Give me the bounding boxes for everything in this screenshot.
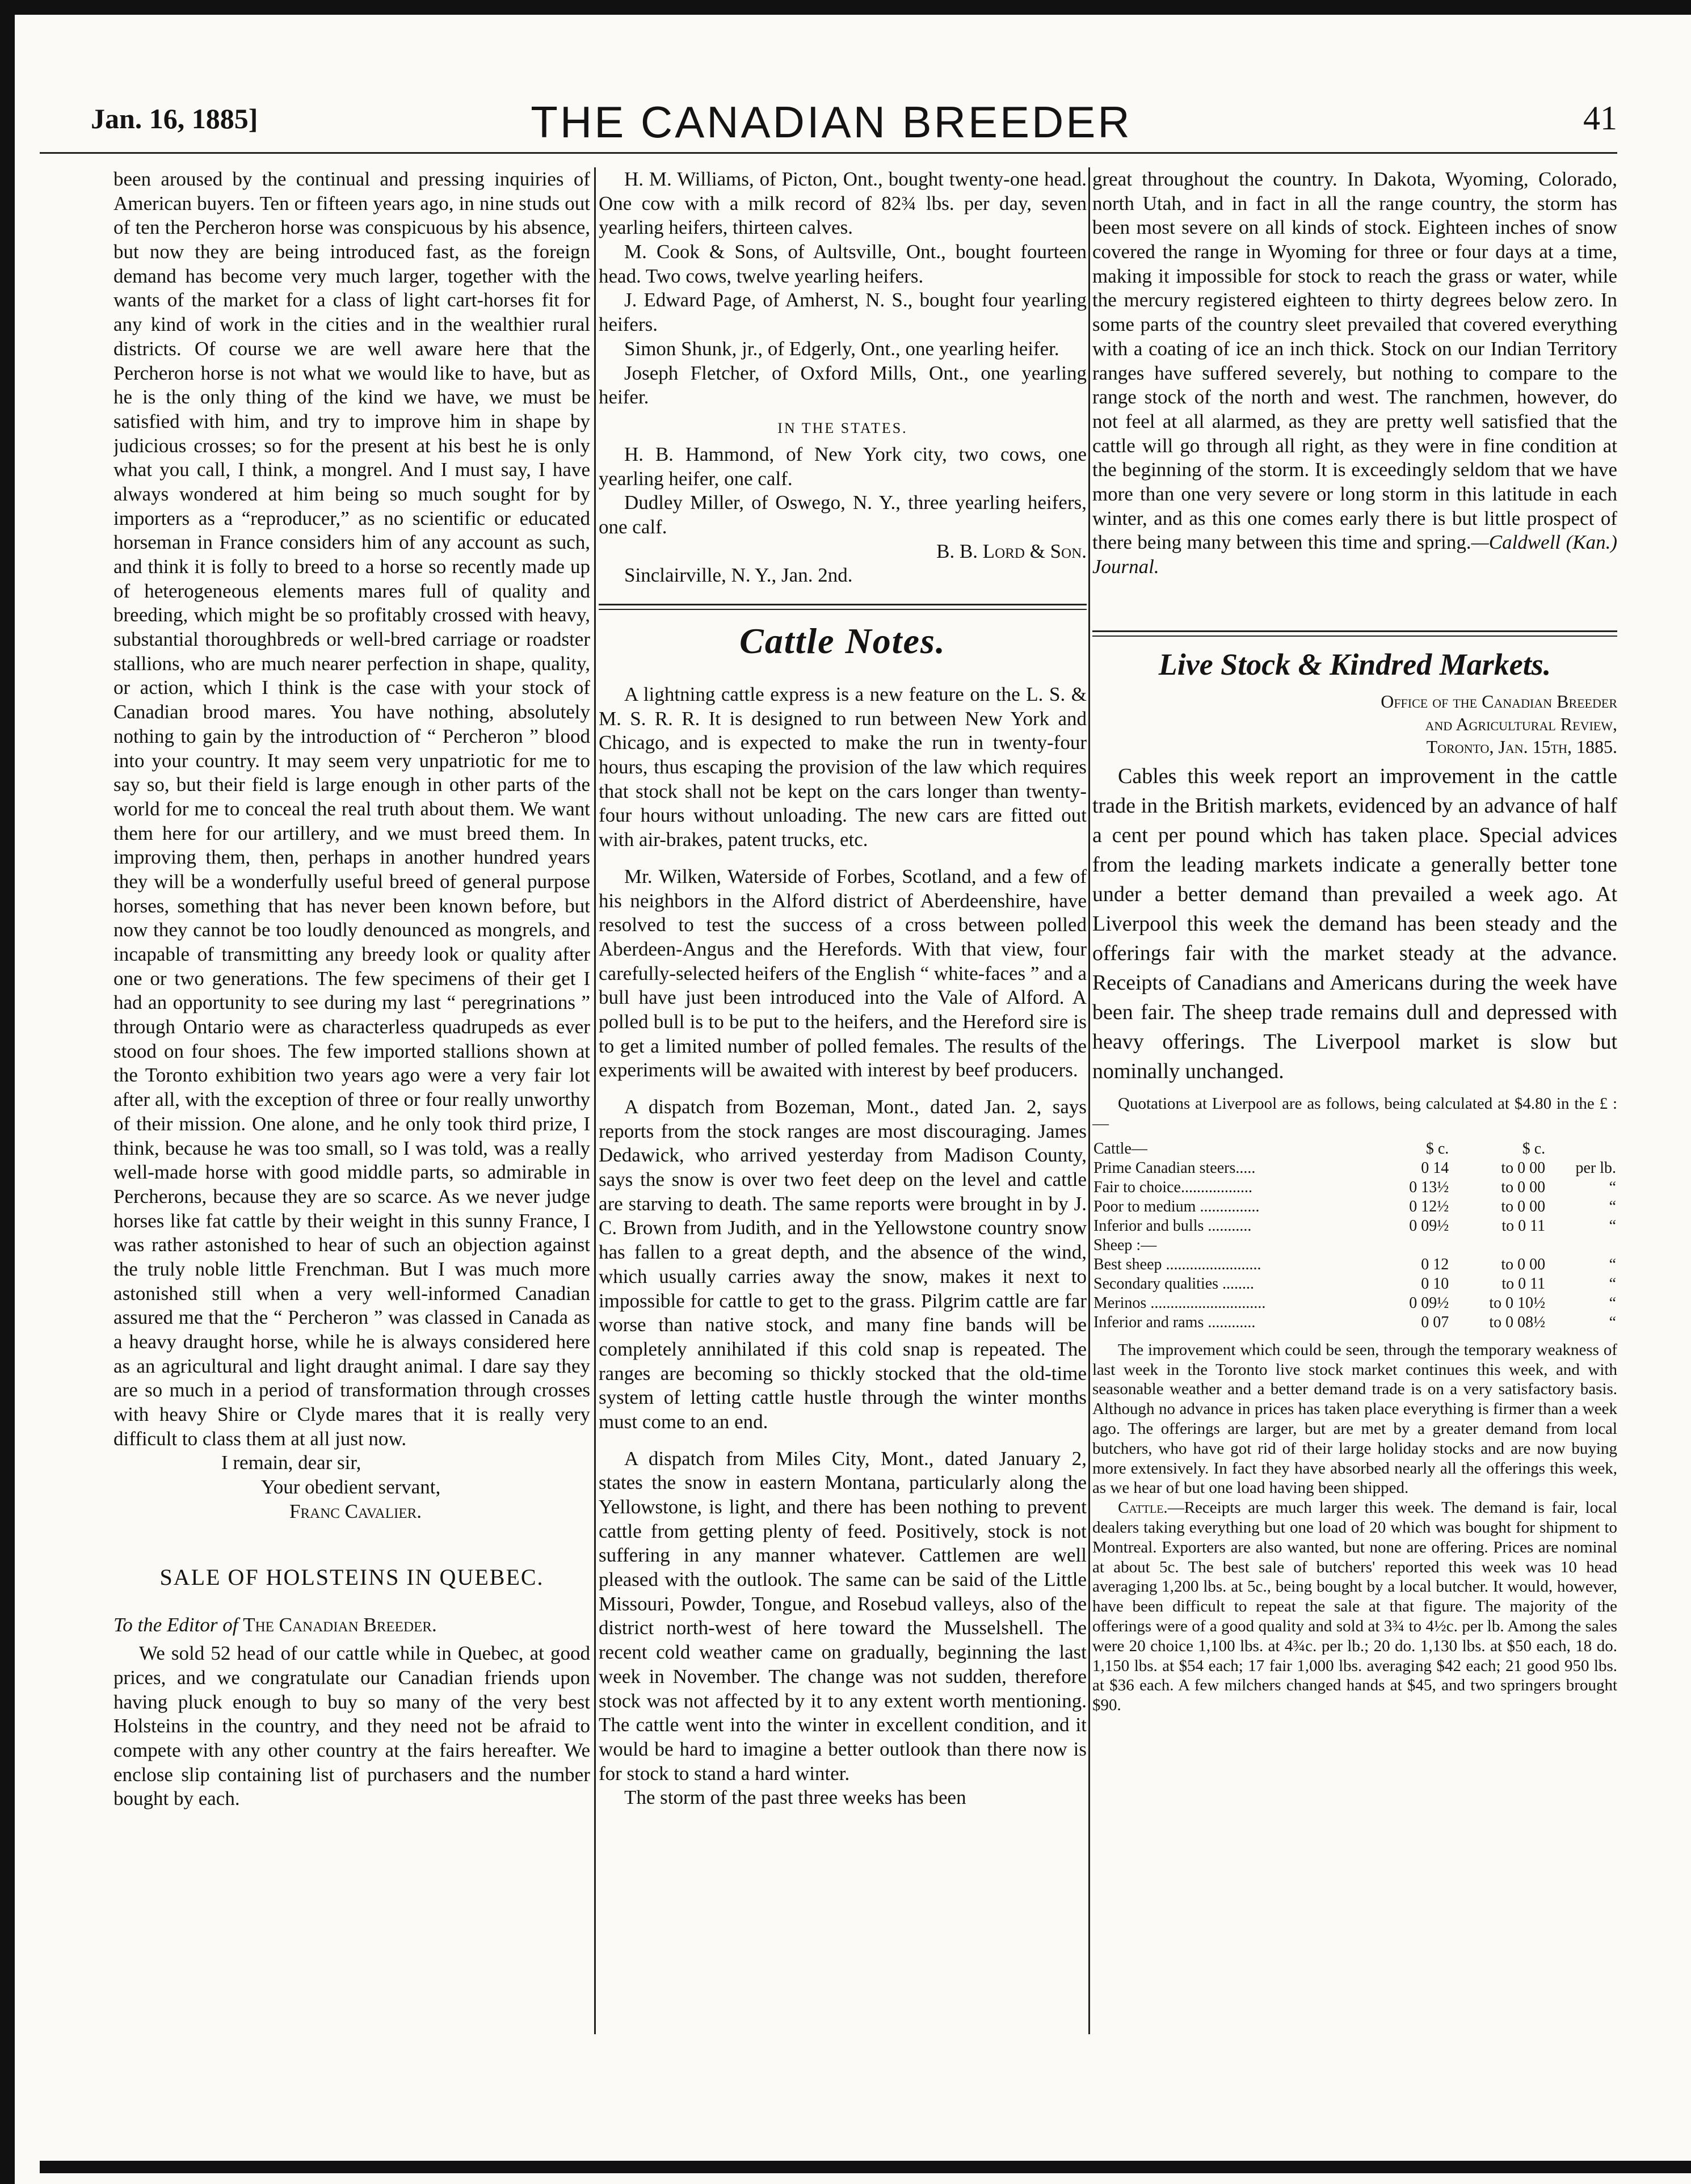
header-rule xyxy=(40,152,1617,154)
quote-from: 0 14 xyxy=(1421,1159,1449,1177)
quote-unit: “ xyxy=(1609,1178,1616,1196)
letter-closing-servant: Your obedient servant, xyxy=(261,1476,441,1499)
column-rule-1 xyxy=(594,167,596,2034)
cattle-label: Cattle. xyxy=(1118,1499,1168,1517)
quote-unit: “ xyxy=(1609,1197,1616,1215)
liverpool-quotations-table xyxy=(1092,1139,1617,1332)
office-line: and Agricultural Review, xyxy=(1425,713,1617,734)
office-line: Toronto, Jan. 15th, 1885. xyxy=(1426,736,1617,757)
cattle-note: Mr. Wilken, Waterside of Forbes, Scotland, and a few of his neighbors in the Alford district of Aberdeenshire, have resolved to test the success of a cross between polled Aberdeen-Angus and the Herefords. With that view, four carefully-selected heifers of the English “ white-faces ” and a bull have just been introduced into the Vale of Alford. A polled bull is to be put to the heifers, and the Hereford sire is to get a limited number of polled females. The results of the experiments will be awaited with interest by beef producers. xyxy=(599,865,1087,1082)
quote-to: to 0 00 xyxy=(1501,1178,1546,1196)
letter-closing: I remain, dear sir, xyxy=(221,1451,361,1474)
quote-from: 0 13½ xyxy=(1409,1178,1449,1196)
cattle-notes-heading: Cattle Notes. xyxy=(739,621,946,661)
section-double-rule xyxy=(1092,630,1617,637)
page-number: 41 xyxy=(1583,99,1617,137)
markets-heading: Live Stock & Kindred Markets. xyxy=(1158,647,1551,681)
in-the-states-heading: IN THE STATES. xyxy=(777,419,908,436)
office-line: Office of the Canadian Breeder xyxy=(1381,691,1617,712)
quote-from: 0 12 xyxy=(1421,1255,1449,1273)
cattle-receipts-paragraph xyxy=(1092,1498,1617,1715)
quote-row xyxy=(1092,1255,1617,1274)
toronto-improvement-paragraph: The improvement which could be seen, through the temporary weakness of last week in the Toronto live stock market continues this week, and with seasonable weather and a better demand trade is on a very satisfactory basis. Although no advance in prices has taken place everything is firmer than a week ago. The offerings are larger, but are met by a greater demand from local butchers, who have got rid of their large holiday stocks and are now buying more extensively. In fact they have absorbed nearly all the offerings this week, as we hear of but one load having been shipped. xyxy=(1092,1340,1617,1497)
cattle-note: A dispatch from Bozeman, Mont., dated Jan. 2, says reports from the stock ranges are most discouraging. James Dedawick, who arrived yesterday from Madison County, says the snow is over two feet deep on the level and cattle are starving to death. The same reports were brought in by J. C. Brown from Judith, and in the Yellowstone country snow has fallen to a great depth, and the absence of the wind, which usually carries away the snow, makes it next to impossible for cattle to get to the grass. Pilgrim cattle are far worse than native stock, and many fine bands will be completely annihilated if this cold snap is repeated. The ranges are becoming so thickly stocked that the old-time system of letting cattle hustle through the winter months must come to an end. xyxy=(599,1096,1087,1433)
column-3 xyxy=(1092,167,1617,2034)
cattle-note: A lightning cattle express is a new feature on the L. S. & M. S. R. R. It is designed to run between New York and Chicago, and is expected to make the run in twenty-four hours, thus escaping the provision of the law which requires that stock shall not be kept on the cars longer than twenty-four hours without unloading. The new cars are fitted out with air-brakes, patent trucks, etc. xyxy=(599,683,1087,851)
quote-to: to 0 11 xyxy=(1501,1274,1546,1293)
quote-from: 0 10 xyxy=(1421,1274,1449,1293)
states-buyer-entry: Dudley Miller, of Oswego, N. Y., three yearling heifers, one calf. xyxy=(599,491,1087,538)
sellers-signature: B. B. Lord & Son. xyxy=(936,540,1087,562)
sale-paragraph: We sold 52 head of our cattle while in Quebec, at good prices, and we congratulate our Canadian friends upon having pluck enough to buy so many of the very best Holsteins in the country, and they need not be afraid to compete with any other country at the fairs hereafter. We enclose slip containing list of purchasers and the number bought by each. xyxy=(113,1642,590,1810)
page-header xyxy=(40,96,1623,159)
quote-unit: “ xyxy=(1609,1294,1616,1312)
quote-label: Poor to medium ............... xyxy=(1093,1197,1260,1215)
quote-to: to 0 00 xyxy=(1501,1197,1546,1215)
quote-unit: “ xyxy=(1609,1255,1616,1273)
letter-paragraph: been aroused by the continual and pressing inquiries of American buyers. Ten or fifteen years ago, in nine studs out of ten the Percheron horse was conspicuous by his absence, but now they are being introduced fast, as the foreign demand has become very much larger, together with the wants of the market for a class of light cart-horses fit for any kind of work in the cities and in the wealthier rural districts. Of course we are well aware here that the Percheron horse is not what we would like to have, but as he is the only thing of the kind we have, we must be satisfied with him, and try to improve him in shape by judicious crosses; so for the present at his best he is only what you call, I think, a mongrel. And I must say, I have always wondered at him being so much sought for by importers as a “reproducer,” as no scientific or educated horseman in France considers him of any account as such, and think it is folly to breed to a horse so recently made up of heterogeneous elements mares full of quality and breeding, which might be so profitably crossed with heavy, substantial thoroughbreds or well-bred carriage or roadster stallions, who are much nearer perfection in shape, quality, or action, which I think is the case with your stock of Canadian brood mares. You have nothing, absolutely nothing to gain by the introduction of “ Percheron ” blood into your country. It may seem very unpatriotic for me to say so, but their field is large enough in other parts of the world for me to conceal the real truth about them. We want them here for our artillery, and we must breed them. In improving them, then, perhaps in another hundred years they will be a wonderfully useful breed of general purpose horses, something that has never been known before, but now they cannot be too loudly denounced as mongrels, and incapable of transmitting any breedy look or quality after one or two generations. The few specimens of their get I had an opportunity to see during my last “ peregrinations ” through Ontario were as characterless quadrupeds as ever stood on four shoes. The few imported stallions shown at the Toronto exhibition two years ago were a very fair lot after all, with the exception of three or four really unworthy of their mission. One alone, and he only took third prize, I think, because he was too small, so I was told, was a really well-made horse with good middle parts, so admirable in Percherons, because they are so scarce. As we never judge horses like fat cattle by their weight in this sunny France, I was rather astonished to hear of such an objection against the truly noble little Frenchman. But I was much more astonished still when a very well-informed Canadian assured me that the “ Percheron ” was classed in Canada as a heavy draught horse, while he is always considered here as an agricultural and light draught animal. I dare say they are so much in a period of transformation through crosses with heavy Shire or Clyde mares that it is really very difficult to class them at all just now. xyxy=(113,168,590,1450)
to-editor-prefix: To the Editor of xyxy=(113,1613,238,1636)
buyer-entry: H. M. Williams, of Picton, Ont., bought twenty-one head. One cow with a milk record of 82¾ lbs. per day, seven yearling heifers, thirteen calves. xyxy=(599,168,1087,239)
quotations-intro: Quotations at Liverpool are as follows, being calculated at $4.80 in the £ : — xyxy=(1092,1095,1617,1133)
quote-label: Inferior and bulls ........... xyxy=(1093,1217,1252,1235)
quote-row xyxy=(1092,1217,1617,1236)
sellers-place-date: Sinclairville, N. Y., Jan. 2nd. xyxy=(624,564,853,587)
letter-signature: Franc Cavalier. xyxy=(289,1500,422,1522)
quote-label: Best sheep ........................ xyxy=(1093,1255,1261,1273)
column-1 xyxy=(113,167,590,2034)
markets-paragraph: Cables this week report an improvement in the cattle trade in the British markets, evidenced by an advance of half a cent per pound which has taken place. Special advices from the leading markets indicate a generally better tone under a better demand than prevailed a week ago. At Liverpool this week the demand has been steady and the offerings fair with the market steady at the advance. Receipts of Canadians and Americans during the week have been fair. The sheep trade remains dull and depressed with heavy offerings. The Liverpool market is slow but nominally unchanged. xyxy=(1092,764,1617,1084)
page-border-bottom xyxy=(40,2161,1691,2173)
quote-to: to 0 11 xyxy=(1501,1217,1546,1235)
quote-row xyxy=(1092,1274,1617,1294)
quote-row xyxy=(1092,1159,1617,1178)
quotes-col-head: $ c. xyxy=(1522,1139,1546,1158)
quote-unit: “ xyxy=(1609,1217,1616,1235)
quotes-col-head: $ c. xyxy=(1425,1139,1449,1158)
issue-date: Jan. 16, 1885] xyxy=(91,103,258,134)
quote-to: to 0 08½ xyxy=(1489,1313,1546,1331)
quotes-header-row xyxy=(1092,1139,1617,1159)
quote-unit: “ xyxy=(1609,1313,1616,1331)
quote-to: to 0 00 xyxy=(1501,1159,1546,1177)
quote-from: 0 12½ xyxy=(1409,1197,1449,1215)
newspaper-title: THE CANADIAN BREEDER xyxy=(531,97,1132,147)
states-buyer-entry: H. B. Hammond, of New York city, two cows, one yearling heifer, one calf. xyxy=(599,443,1087,490)
quote-from: 0 07 xyxy=(1421,1313,1449,1331)
to-editor-paper: The Canadian Breeder. xyxy=(243,1613,437,1636)
office-dateline xyxy=(1092,690,1617,758)
column-2 xyxy=(599,167,1087,2034)
markets-body xyxy=(1092,761,1617,1087)
storm-text: great throughout the country. In Dakota, Wyoming, Colorado, north Utah, and in fact in all the range country, the storm has been most severe on all kinds of stock. Eighteen inches of snow covered the range in Wyoming for three or four days at a time, making it impossible for stock to reach the grass or water, while the mercury registered eighteen to thirty degrees below zero. In some parts of the country sleet prevailed that covered everything with a coating of ice an inch thick. Stock on our Indian Territory ranges have suffered severely, but nothing to compare to the range stock of the north and west. The ranchmen, however, do not feel at all alarmed, as they are pretty well satisfied that the cattle will go through all right, as they were in fine condition at the beginning of the storm. It is exceedingly seldom that we have more than one very severe or long storm in this latitude in each winter, and as this one comes early there is but little prospect of there being many between this time and spring. xyxy=(1092,168,1617,554)
quote-row xyxy=(1092,1294,1617,1313)
section-double-rule xyxy=(599,604,1087,610)
quote-row xyxy=(1092,1178,1617,1197)
quote-from: 0 09½ xyxy=(1409,1217,1449,1235)
cattle-receipts-text: —Receipts are much larger this week. The demand is fair, local dealers taking everything but one load of 20 which was bought for shipment to Montreal. Exporters are also wanted, but none are offering. Prices are nominal at about 5c. The best sale of butchers' reported this week was 10 head averaging 1,200 lbs. at 5c., being bought by a local butcher. It would, however, have been difficult to repeat the sale at that figure. The majority of the offerings were of a good quality and sold at 3¾ to 4½c. per lb. Among the sales were 20 choice 1,100 lbs. at 4¾c. per lb.; 20 do. 1,130 lbs. at $50 each, 18 do. 1,150 lbs. at $54 each; 17 fair 1,000 lbs. averaging $42 each; 21 good 950 lbs. at $36 each. A few milchers changed hands at $45, and two springers brought $90. xyxy=(1092,1499,1617,1715)
quote-row xyxy=(1092,1197,1617,1217)
storm-continuation xyxy=(1092,167,1617,579)
buyer-entry: Joseph Fletcher, of Oxford Mills, Ont., one yearling heifer. xyxy=(599,361,1087,409)
buyer-entry: J. Edward Page, of Amherst, N. S., bought four yearling heifers. xyxy=(599,289,1087,336)
quote-unit: per lb. xyxy=(1575,1159,1616,1177)
buyer-entry: Simon Shunk, jr., of Edgerly, Ont., one yearling heifer. xyxy=(624,337,1059,360)
buyer-entry: M. Cook & Sons, of Aultsville, Ont., bought fourteen head. Two cows, twelve yearling heifers. xyxy=(599,241,1087,287)
sale-holsteins-heading: SALE OF HOLSTEINS IN QUEBEC. xyxy=(159,1564,544,1590)
page-border-top xyxy=(0,0,1691,15)
quote-row xyxy=(1092,1313,1617,1332)
quote-label: Merinos ............................. xyxy=(1093,1294,1266,1312)
quote-to: to 0 10½ xyxy=(1489,1294,1546,1312)
cattle-note: A dispatch from Miles City, Mont., dated January 2, states the snow in eastern Montana, particularly along the Yellowstone, is light, and there has been nothing to prevent cattle from getting plenty of feed. Positively, stock is not suffering in any manner whatever. Cattlemen are well pleased with the outlook. The same can be said of the Little Missouri, Powder, Tongue, and Rosebud valleys, also of the district north-west of here toward the Musselshell. The recent cold weather came on gradually, beginning the last week in November. The change was not sudden, therefore stock was not affected by it to any extent worth mentioning. The cattle went into the winter in excellent condition, and it would be hard to imagine a better outlook than there now is for stock to stand a hard winter. xyxy=(599,1447,1087,1785)
cattle-note: The storm of the past three weeks has been xyxy=(624,1786,966,1809)
storm-source: —Caldwell (Kan.) Journal. xyxy=(1092,531,1617,578)
quote-from: 0 09½ xyxy=(1409,1294,1449,1312)
quote-label: Fair to choice.................. xyxy=(1093,1178,1252,1196)
quote-to: to 0 00 xyxy=(1501,1255,1546,1273)
quote-label: Inferior and rams ............ xyxy=(1093,1313,1256,1331)
quote-label: Secondary qualities ........ xyxy=(1093,1274,1255,1293)
quote-label: Prime Canadian steers..... xyxy=(1093,1159,1256,1177)
quote-unit: “ xyxy=(1609,1274,1616,1293)
column-rule-2 xyxy=(1088,167,1090,2034)
page-border-left xyxy=(0,0,15,2184)
quotes-sheep-label: Sheep :— xyxy=(1093,1236,1157,1254)
to-editor-line xyxy=(113,1613,590,1638)
quotes-cattle-label: Cattle— xyxy=(1093,1139,1147,1158)
quotes-sheep-row xyxy=(1092,1236,1617,1255)
